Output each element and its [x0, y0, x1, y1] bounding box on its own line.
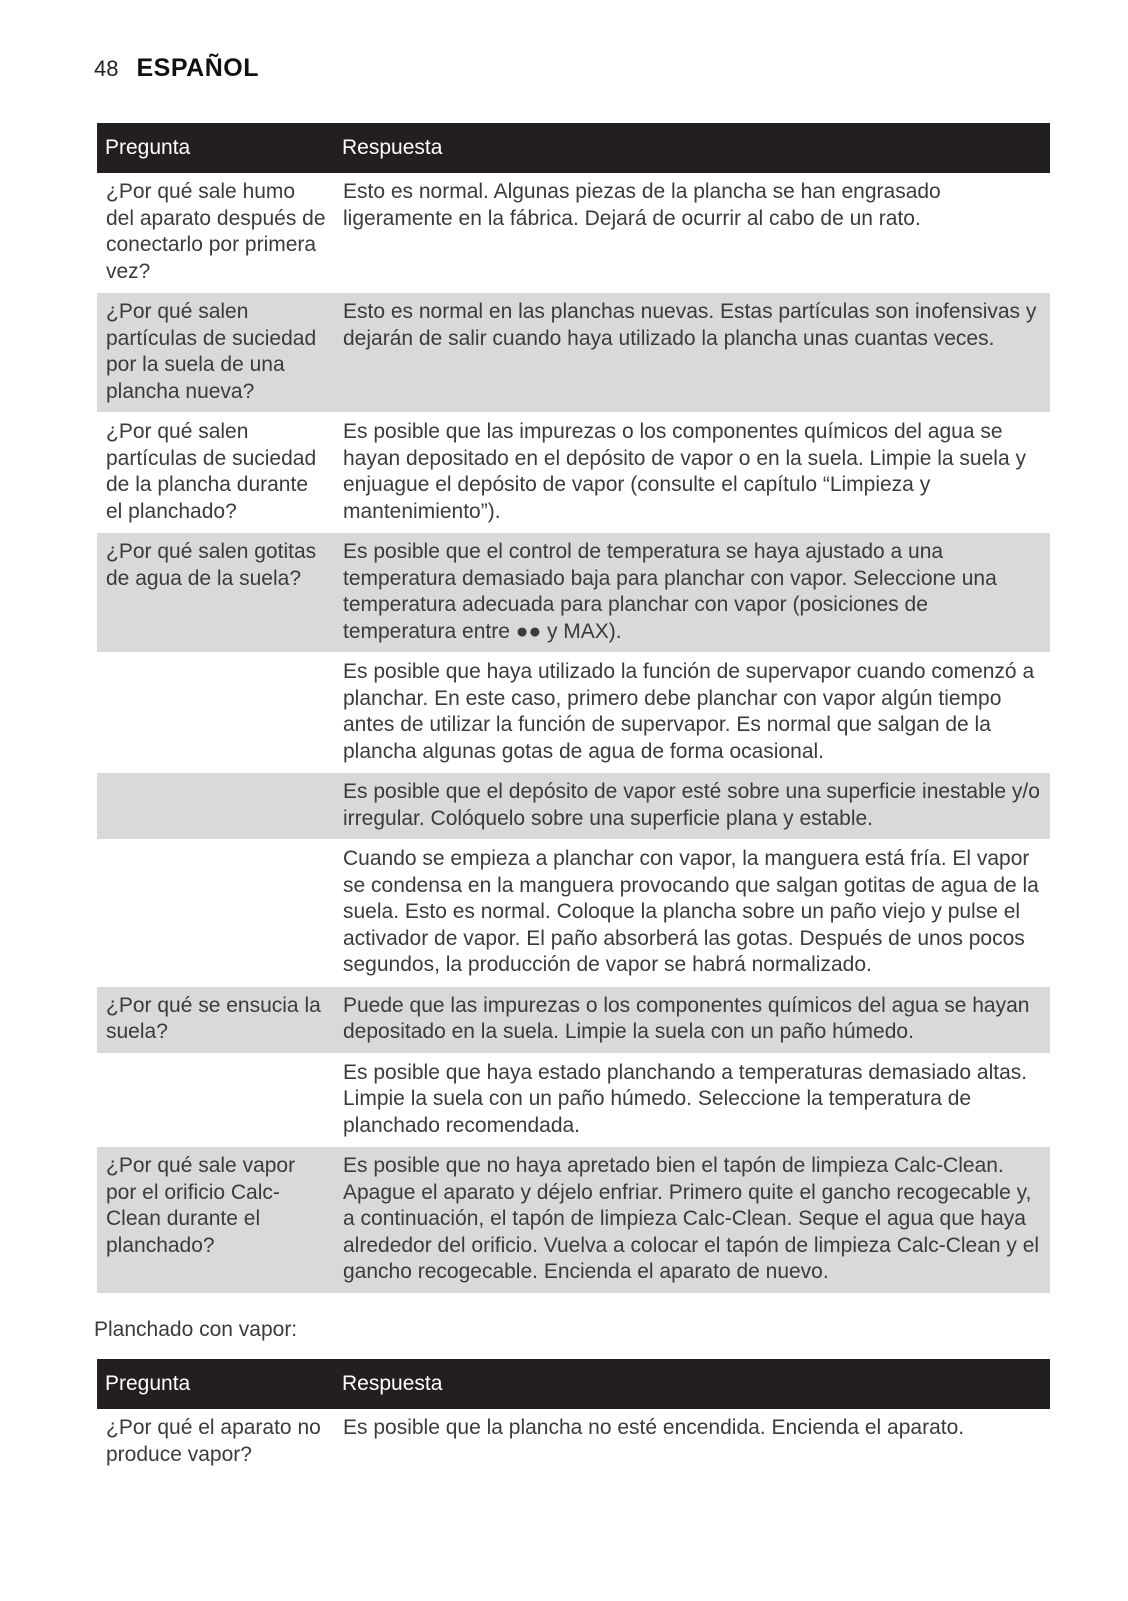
table-row: [97, 1053, 1050, 1147]
column-header-answer: Respuesta: [334, 1359, 1050, 1409]
question-cell: ¿Por qué sale vapor por el orificio Calc-Clean durante el planchado?: [97, 1147, 334, 1293]
answer-cell: Es posible que las impurezas o los componentes químicos del agua se hayan depositado en el depósito de vapor o en la suela. Limpie la suela y enjuague el depósito de vapor (consulte el capítulo “Limpieza y mantenimiento”).: [334, 413, 1050, 533]
table-row: [97, 173, 1050, 293]
question-cell: ¿Por qué salen partículas de suciedad por la suela de una plancha nueva?: [97, 293, 334, 413]
table-row: [97, 986, 1050, 1053]
table-row: [97, 653, 1050, 773]
answer-cell: Cuando se empieza a planchar con vapor, la manguera está fría. El vapor se condensa en la manguera provocando que salgan gotitas de agua de la suela. Esto es normal. Coloque la plancha sobre un paño viejo y pulse el activador de vapor. El paño absorberá las gotas. Después de unos pocos segundos, la producción de vapor se habrá normalizado.: [334, 840, 1050, 987]
question-cell: [97, 840, 334, 987]
table-row: [97, 1147, 1050, 1293]
question-cell: [97, 773, 334, 840]
column-header-answer: Respuesta: [334, 123, 1050, 173]
answer-cell: Puede que las impurezas o los componentes químicos del agua se hayan depositado en la suela. Limpie la suela con un paño húmedo.: [334, 986, 1050, 1053]
page-language-title: ESPAÑOL: [136, 54, 259, 82]
question-cell: [97, 1053, 334, 1147]
table-row: [97, 1409, 1050, 1475]
question-cell: ¿Por qué sale humo del aparato después de conectarlo por primera vez?: [106, 180, 326, 283]
table-row: [97, 533, 1050, 653]
table-row: [97, 840, 1050, 987]
table-row: [97, 293, 1050, 413]
table-header-row: [97, 1359, 1050, 1409]
page-header: [94, 54, 259, 94]
answer-cell: Es posible que no haya apretado bien el tapón de limpieza Calc-Clean. Apague el aparato y déjelo enfriar. Primero quite el gancho recogecable y, a continuación, el tapón de limpieza Calc-Clean. Seque el agua que haya alrededor del orificio. Vuelva a colocar el tapón de limpieza Calc-Clean y el gancho recogecable. Encienda el aparato de nuevo.: [334, 1147, 1050, 1293]
table-row: [97, 413, 1050, 533]
page-number: 48: [94, 56, 119, 81]
table-row: [97, 773, 1050, 840]
faq-table-steam: [97, 1359, 1050, 1475]
column-header-question: Pregunta: [97, 1359, 334, 1409]
answer-cell: Es posible que haya utilizado la función de supervapor cuando comenzó a planchar. En este caso, primero debe planchar con vapor algún tiempo antes de utilizar la función de supervapor. Es normal que salgan de la plancha algunas gotas de agua de forma ocasional.: [334, 653, 1050, 773]
section-label-steam-ironing: Planchado con vapor:: [94, 1318, 298, 1341]
faq-table-general: [97, 123, 1050, 1293]
question-cell: ¿Por qué se ensucia la suela?: [97, 986, 334, 1053]
answer-cell: Esto es normal en las planchas nuevas. Estas partículas son inofensivas y dejarán de salir cuando haya utilizado la plancha unas cuantas veces.: [334, 293, 1050, 413]
answer-cell: Es posible que haya estado planchando a temperaturas demasiado altas. Limpie la suela con un paño húmedo. Seleccione la temperatura de planchado recomendada.: [334, 1053, 1050, 1147]
question-cell: ¿Por qué salen partículas de suciedad de la plancha durante el planchado?: [97, 413, 334, 533]
table-header-row: [97, 123, 1050, 173]
column-header-question: Pregunta: [97, 123, 334, 173]
question-cell: ¿Por qué salen gotitas de agua de la suela?: [97, 533, 334, 653]
answer-cell: Esto es normal. Algunas piezas de la plancha se han engrasado ligeramente en la fábrica. Dejará de ocurrir al cabo de un rato.: [343, 180, 941, 230]
answer-cell: Es posible que la plancha no esté encendida. Encienda el aparato.: [343, 1416, 965, 1439]
answer-cell: Es posible que el control de temperatura se haya ajustado a una temperatura demasiado baja para planchar con vapor. Seleccione una temperatura adecuada para planchar con vapor (posiciones de temperatura entre ●● y MAX).: [334, 533, 1050, 653]
question-cell: ¿Por qué el aparato no produce vapor?: [106, 1416, 321, 1466]
answer-cell: Es posible que el depósito de vapor esté sobre una superficie inestable y/o irregular. Colóquelo sobre una superficie plana y estable.: [334, 773, 1050, 840]
question-cell: [97, 653, 334, 773]
